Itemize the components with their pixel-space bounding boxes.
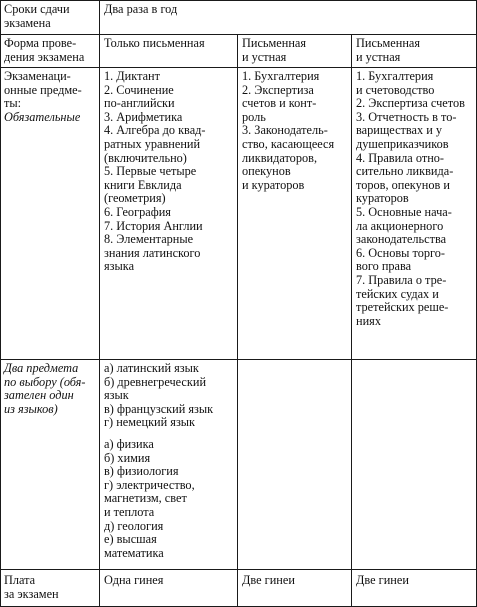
subject-item: 2. Сочинение [104,82,174,97]
subject-item: 8. Элементарные [104,232,194,247]
row-divider-subjects [0,359,477,360]
subject-item: торов, опекунов и [356,177,450,192]
subjects-label-line: Экзаменаци- [4,69,71,83]
fee-col3 [356,574,409,588]
table-border-col3 [351,34,352,607]
subject-item: счетов и конт- [242,96,317,111]
table-border-top [0,0,477,1]
subject-item: ла акционерного [356,218,444,233]
subject-item: 5. Первые четыре [104,164,197,179]
elective-item: математика [104,545,164,560]
elective-item: д) геология [104,518,164,533]
form-col3-line: и устная [356,49,401,64]
elective-sciences [104,438,195,560]
subjects-col1 [104,70,206,274]
form-col1-text: Только письменная [104,36,205,50]
subject-item: третейских реше- [356,300,449,315]
subjects-label [4,70,82,124]
subject-item: и счетоводство [356,82,435,97]
subject-item: ниях [356,313,381,328]
subjects-label-line: ты: [4,96,22,111]
form-col1 [104,37,205,51]
subject-item: тейских судах и [356,286,439,301]
elective-item: е) высшая [104,532,157,547]
elective-item: г) электричество, [104,477,195,492]
subjects-label-mandatory: Обязательные [4,109,81,124]
subject-item: ликвидаторов, [242,150,318,165]
elective-label-line: Два предмета [4,361,79,375]
elective-item: б) химия [104,450,151,465]
subject-item: (геометрия) [104,191,166,206]
fee-label [4,574,59,601]
subject-item: 3. Законодатель- [242,123,328,138]
deadlines-label [4,3,70,30]
deadlines-value-text: Два раза в год [104,2,178,16]
subject-item: знания латинского [104,245,201,260]
form-col2-line: Письменная [242,36,307,50]
subject-item: 2. Экспертиза счетов [356,96,465,111]
subjects-col2 [242,70,334,192]
fee-col2 [242,574,295,588]
subject-item: 6. География [104,204,171,219]
subject-item: законодательства [356,232,447,247]
elective-item: магнетизм, свет [104,491,187,506]
form-label-line: Форма прове- [4,36,77,50]
subjects-col3 [356,70,465,328]
subjects-label-line: онные предме- [4,82,82,97]
form-label [4,37,84,64]
subject-item: сительно ликвида- [356,164,454,179]
subject-item: 5. Основные нача- [356,204,452,219]
table-border-col1 [99,0,100,607]
subject-item: книги Евклида [104,177,182,192]
subject-item: языка [104,259,135,274]
fee-label-line: за экзамен [4,586,59,601]
form-label-line: дения экзамена [4,49,85,64]
subject-item: 4. Алгебра до квад- [104,123,206,138]
form-col3 [356,37,420,64]
subject-item: опекунов [242,164,291,179]
subject-item: 1. Диктант [104,69,161,83]
form-col2-line: и устная [242,49,287,64]
subject-item: 7. Правила о тре- [356,272,447,287]
subject-item: душеприказчиков [356,136,449,151]
table-border-col2 [237,34,238,607]
subject-item: ратных уравнений [104,136,201,151]
subject-item: вого права [356,259,412,274]
elective-label-line: из языков) [4,401,58,416]
row-divider-form [0,67,477,68]
form-col2 [242,37,306,64]
subject-item: ство, касающееся [242,136,335,151]
elective-languages [104,362,213,430]
subject-item: 1. Бухгалтерия [242,69,320,83]
subject-item: (включительно) [104,150,187,165]
deadlines-value [104,3,177,17]
subject-item: 3. Арифметика [104,109,183,124]
fee-col1-text: Одна гинея [104,573,164,587]
deadlines-label-line: Сроки сдачи [4,2,70,16]
row-divider-header [0,34,477,35]
row-divider-elective [0,569,477,570]
subject-item: по-английски [104,96,175,111]
fee-col2-text: Две гинеи [242,573,295,587]
fee-col3-text: Две гинеи [356,573,409,587]
elective-item: г) немецкий язык [104,415,196,430]
subject-item: 7. История Англии [104,218,203,233]
fee-label-line: Плата [4,573,36,587]
subject-item: кураторов [356,191,409,206]
elective-label [4,362,86,416]
elective-label-line: зателен один [4,388,74,403]
subject-item: вариществах и у [356,123,443,138]
subject-item: 1. Бухгалтерия [356,69,434,83]
elective-item: и теплота [104,504,155,519]
elective-item: в) французский язык [104,401,214,416]
table-border-left [0,0,1,607]
fee-col1 [104,574,163,588]
deadlines-label-line: экзамена [4,15,51,30]
subject-item: 6. Основы торго- [356,245,445,260]
subject-item: 4. Правила отно- [356,150,445,165]
subject-item: 3. Отчетность в то- [356,109,457,124]
elective-item: а) латинский язык [104,361,199,375]
subject-item: роль [242,109,266,124]
elective-item: б) древнегреческий [104,374,207,389]
elective-label-line: по выбору (обя- [4,374,86,389]
elective-item: а) физика [104,437,154,451]
elective-item: язык [104,388,129,403]
elective-item: в) физиология [104,464,179,479]
subject-item: 2. Экспертиза [242,82,314,97]
subject-item: и кураторов [242,177,305,192]
form-col3-line: Письменная [356,36,421,50]
